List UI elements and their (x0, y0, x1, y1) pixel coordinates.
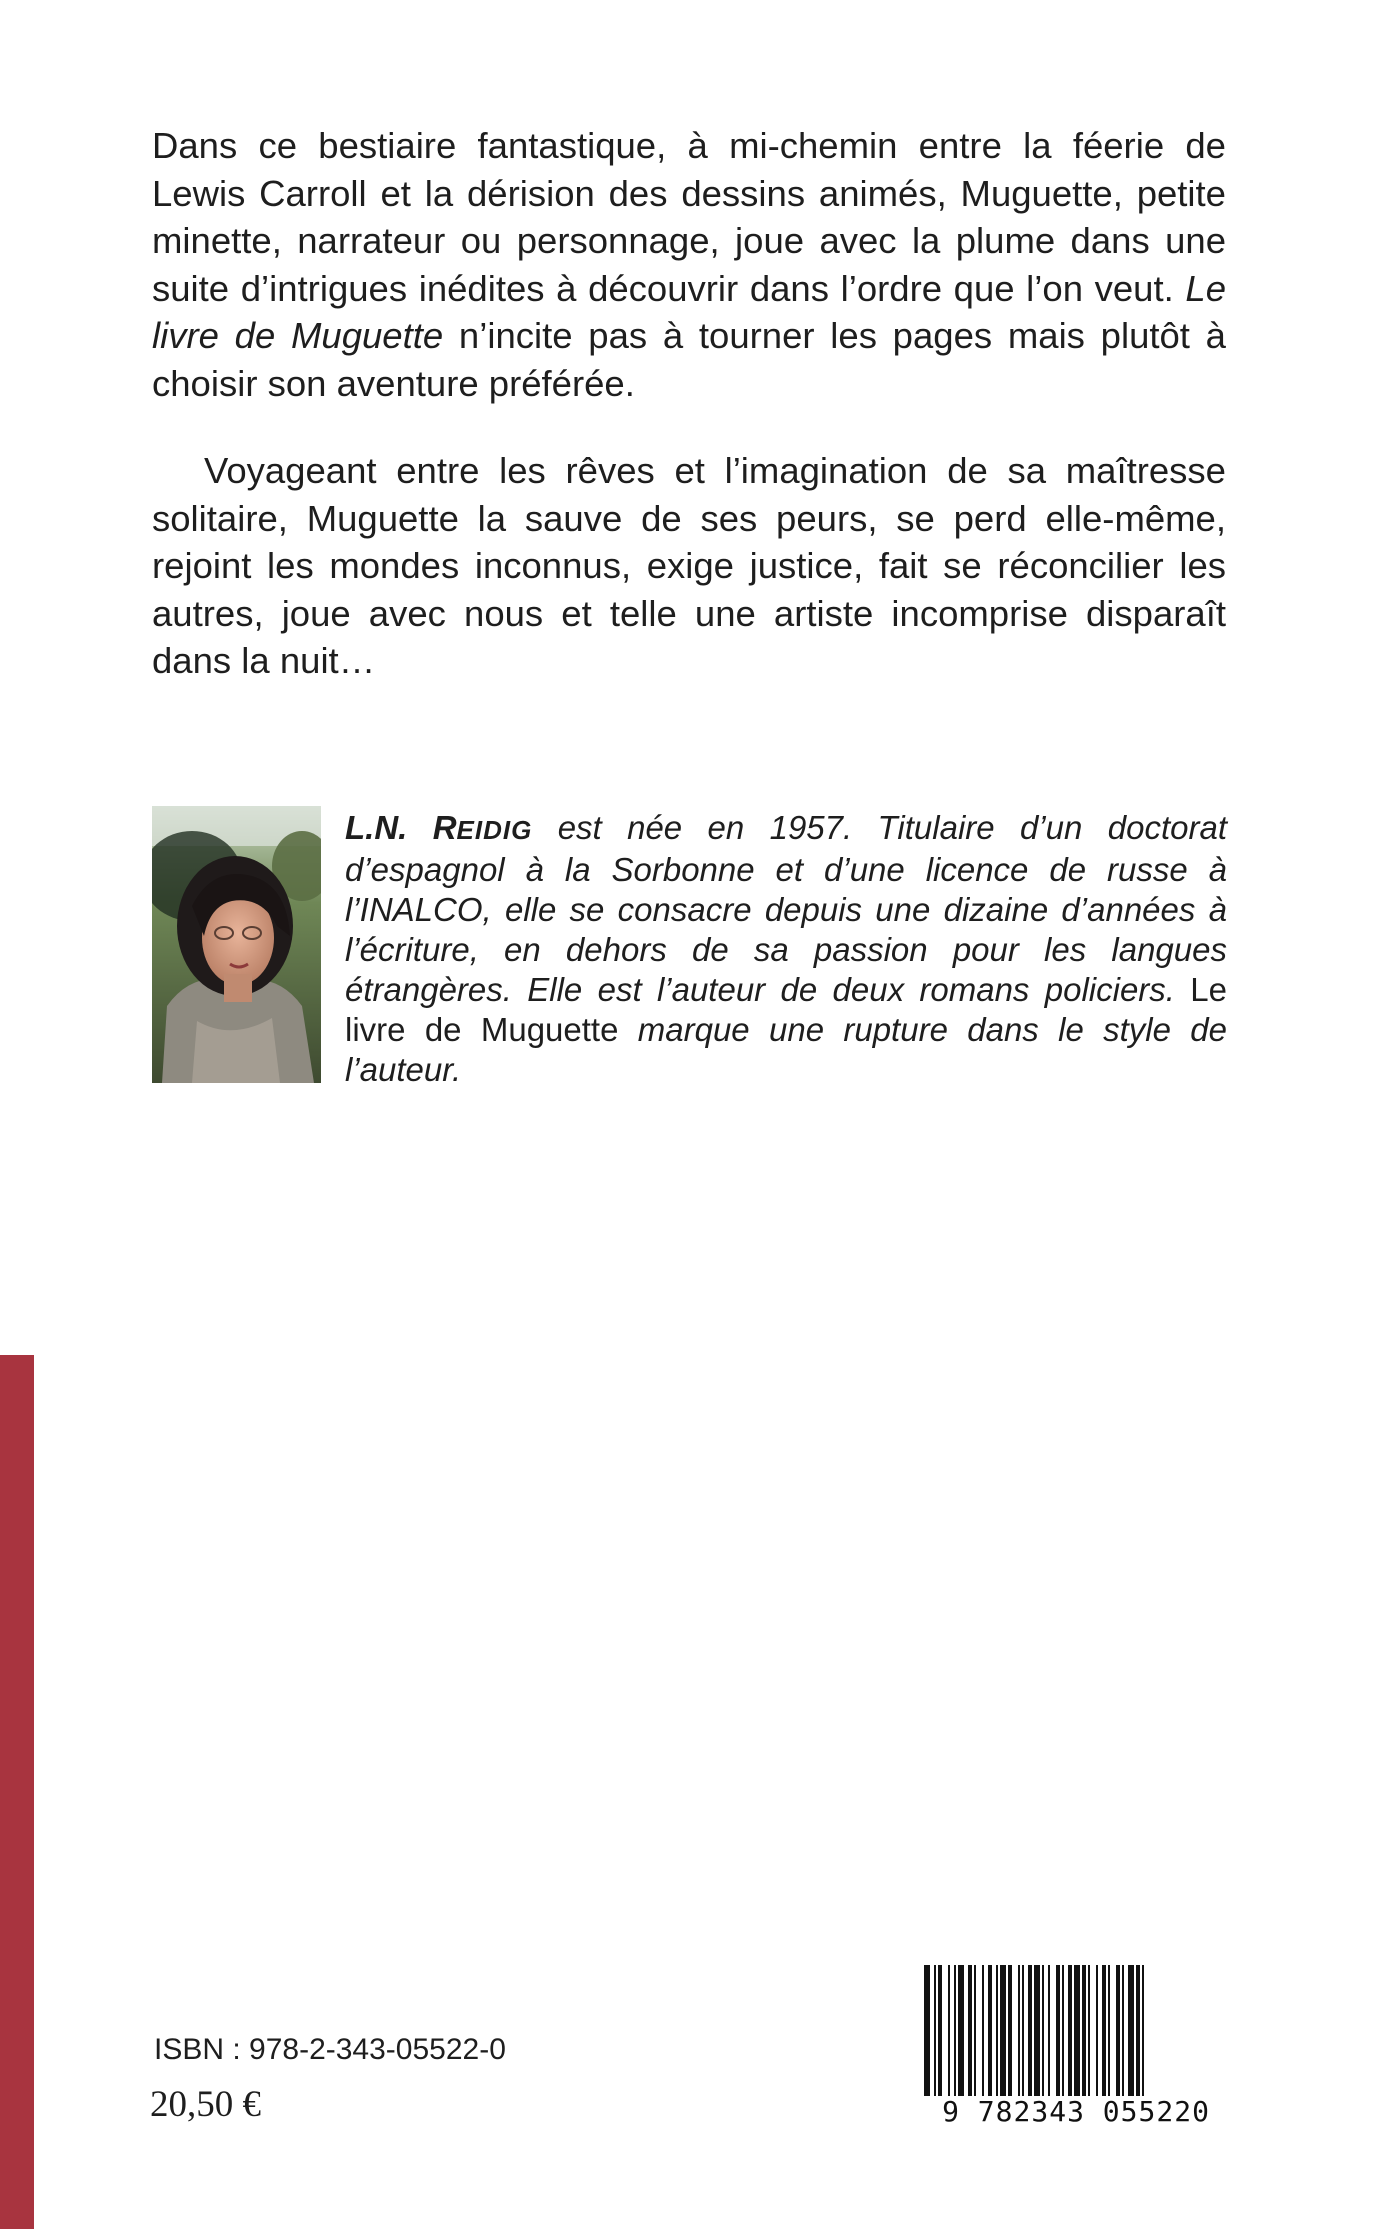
author-bio-book-title: Le livre de Muguette (345, 971, 1227, 1048)
barcode-bar (1122, 1965, 1124, 2096)
barcode-bar (924, 1965, 930, 2096)
author-name-surname: EIDIG (456, 815, 533, 845)
barcode (918, 1965, 1234, 2141)
barcode-bar (1034, 1965, 1040, 2096)
author-bio-text: est née en 1957. Titulaire d’un doctorat d’espagnol à la Sorbonne et d’une licence de russe à l’INALCO, elle se consacre depuis une dizaine d’années à l’écriture, en dehors de sa passion pour les langues étrangères. Elle est l’auteur de deux romans policiers. (345, 809, 1227, 1008)
barcode-bar (934, 1965, 936, 2096)
barcode-bar (1000, 1965, 1006, 2096)
author-name-initials: L.N. R (345, 809, 457, 846)
barcode-bar (996, 1965, 998, 2096)
barcode-bar (1018, 1965, 1020, 2096)
barcode-bar (1128, 1965, 1134, 2096)
barcode-bar (1008, 1965, 1012, 2096)
isbn-text: ISBN : 978-2-343-05522-0 (154, 2033, 506, 2066)
barcode-bar (974, 1965, 976, 2096)
barcode-bar (1022, 1965, 1024, 2096)
author-photo (152, 806, 321, 1083)
barcode-digits: 9 782343 055220 (918, 2096, 1234, 2128)
blurb-p1-text-end: n’incite pas à tourner les pages mais plutôt à choisir son aventure préférée. (152, 315, 1226, 404)
barcode-bar (1042, 1965, 1044, 2096)
price-text: 20,50 € (150, 2084, 261, 2125)
book-title: Le livre de Muguette (152, 267, 1226, 356)
author-name (345, 809, 532, 846)
barcode-bar (1096, 1965, 1098, 2096)
barcode-bar (1062, 1965, 1064, 2096)
barcode-bar (982, 1965, 984, 2096)
barcode-bar (1136, 1965, 1140, 2096)
barcode-bar (948, 1965, 950, 2096)
barcode-bar (938, 1965, 942, 2096)
barcode-bar (1048, 1965, 1050, 2096)
spine-color-band (0, 1355, 34, 2229)
barcode-bar (1116, 1965, 1120, 2096)
blurb-p1-text: Dans ce bestiaire fantastique, à mi-chemin entre la féerie de Lewis Carroll et la dérision des dessins animés, Muguette, petite minette, narrateur ou personnage, joue avec la plume dans une suite d’intrigues inédites à découvrir dans l’ordre que l’on veut. (152, 125, 1226, 309)
barcode-bar (1102, 1965, 1106, 2096)
barcode-bar (1028, 1965, 1032, 2096)
barcode-bar (1088, 1965, 1090, 2096)
barcode-bar (1108, 1965, 1110, 2096)
blurb-paragraph-2: Voyageant entre les rêves et l’imagination de sa maîtresse solitaire, Muguette la sauve de ses peurs, se perd elle-même, rejoint les mondes inconnus, exige justice, fait se réconcilier les autres, joue avec nous et telle une artiste incomprise disparaît dans la nuit… (152, 450, 1226, 681)
barcode-bar (958, 1965, 964, 2096)
barcode-bar (954, 1965, 956, 2096)
barcode-bar (988, 1965, 992, 2096)
barcode-bars (918, 1965, 1234, 2096)
barcode-bar (1142, 1965, 1144, 2096)
barcode-bar (1074, 1965, 1080, 2096)
author-bio-text-end: marque une rupture dans le style de l’auteur. (345, 1011, 1228, 1088)
barcode-bar (968, 1965, 972, 2096)
blurb-paragraph-1 (152, 122, 1226, 407)
barcode-bar (1082, 1965, 1086, 2096)
barcode-bar (1068, 1965, 1072, 2096)
author-bio (345, 808, 1227, 1090)
barcode-bar (1056, 1965, 1060, 2096)
